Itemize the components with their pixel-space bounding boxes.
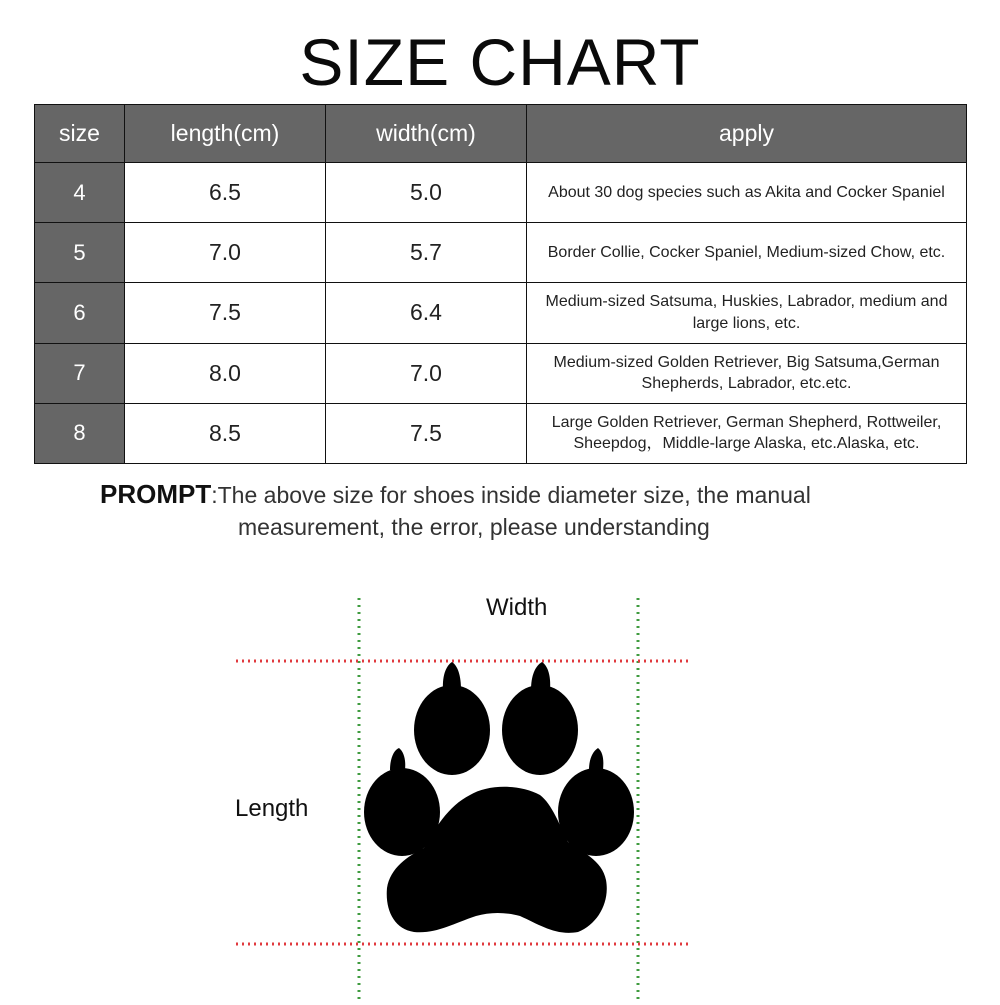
size-cell: 8 <box>35 403 125 463</box>
column-header-width: width(cm) <box>326 105 527 163</box>
length-cell: 8.5 <box>125 403 326 463</box>
apply-cell: Medium-sized Satsuma, Huskies, Labrador, medium and large lions, etc. <box>527 283 967 343</box>
length-cell: 7.5 <box>125 283 326 343</box>
size-cell: 7 <box>35 343 125 403</box>
size-chart-table <box>34 104 967 464</box>
table-row <box>35 223 967 283</box>
table-row <box>35 343 967 403</box>
width-cell: 7.0 <box>326 343 527 403</box>
column-header-apply: apply <box>527 105 967 163</box>
table-header-row <box>35 105 967 163</box>
size-cell: 4 <box>35 163 125 223</box>
prompt-note <box>100 478 920 543</box>
paw-diagram-svg <box>0 580 1000 1000</box>
apply-cell: Large Golden Retriever, German Shepherd, Rottweiler, Sheepdog，Middle-large Alaska, etc.Alaska, etc. <box>527 403 967 463</box>
width-cell: 7.5 <box>326 403 527 463</box>
paw-print-icon <box>364 662 634 933</box>
prompt-label: PROMPT <box>100 479 212 509</box>
column-header-size: size <box>35 105 125 163</box>
length-cell: 8.0 <box>125 343 326 403</box>
prompt-text-line2: measurement, the error, please understanding <box>238 514 710 540</box>
length-cell: 7.0 <box>125 223 326 283</box>
table-row <box>35 283 967 343</box>
apply-cell: About 30 dog species such as Akita and Cocker Spaniel <box>527 163 967 223</box>
table-row <box>35 163 967 223</box>
prompt-text-line1: :The above size for shoes inside diameter size, the manual <box>211 482 811 508</box>
page-title: SIZE CHART <box>299 25 701 99</box>
length-label: Length <box>235 795 309 822</box>
column-header-length: length(cm) <box>125 105 326 163</box>
paw-measurement-diagram <box>0 580 1000 1000</box>
apply-cell: Border Collie, Cocker Spaniel, Medium-sized Chow, etc. <box>527 223 967 283</box>
width-cell: 5.7 <box>326 223 527 283</box>
width-label: Width <box>486 594 548 621</box>
width-cell: 5.0 <box>326 163 527 223</box>
size-cell: 6 <box>35 283 125 343</box>
size-cell: 5 <box>35 223 125 283</box>
length-cell: 6.5 <box>125 163 326 223</box>
apply-cell: Medium-sized Golden Retriever, Big Satsuma,German Shepherds, Labrador, etc.etc. <box>527 343 967 403</box>
table-row <box>35 403 967 463</box>
width-cell: 6.4 <box>326 283 527 343</box>
